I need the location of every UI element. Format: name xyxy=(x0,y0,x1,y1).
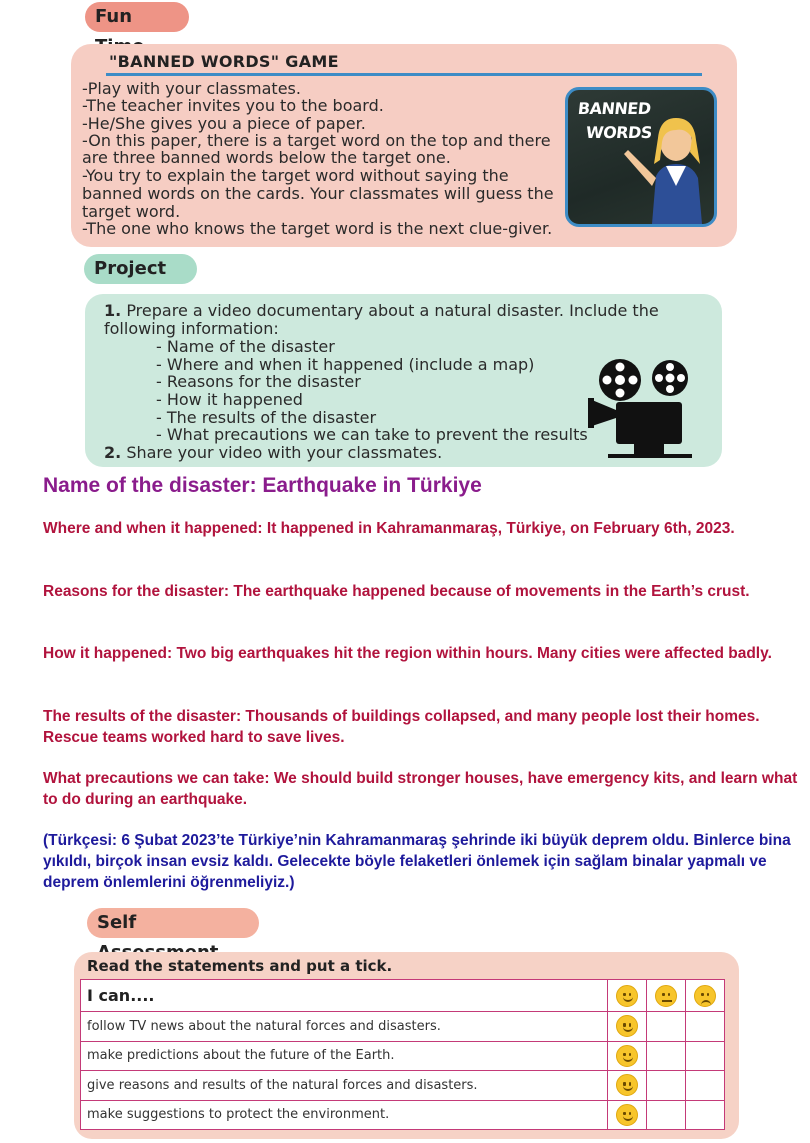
fun-line: -The teacher invites you to the board. xyxy=(82,96,384,115)
happy-cell[interactable] xyxy=(608,1071,647,1101)
statement-cell: give reasons and results of the natural forces and disasters. xyxy=(81,1071,608,1101)
answer-paragraph: How it happened: Two big earthquakes hit the region within hours. Many cities were affected badly. xyxy=(43,645,772,662)
item-number: 2. xyxy=(104,443,122,462)
answer-title: Name of the disaster: Earthquake in Türkiye xyxy=(43,474,482,497)
happy-face-icon xyxy=(616,985,638,1007)
self-assessment-table xyxy=(80,979,725,1130)
project-bullet: - The results of the disaster xyxy=(156,408,377,427)
project-heading: Project xyxy=(84,254,197,284)
statement-cell: follow TV news about the natural forces and disasters. xyxy=(81,1012,608,1042)
film-projector-icon xyxy=(588,350,696,462)
banned-words-image-text: WORDS xyxy=(585,123,653,142)
self-assessment-heading: Self xyxy=(87,908,259,938)
project-bullet: - Where and when it happened (include a map) xyxy=(156,355,535,374)
sad-cell[interactable] xyxy=(686,1012,725,1042)
project-bullet: - Name of the disaster xyxy=(156,337,335,356)
sad-face-icon xyxy=(694,985,716,1007)
neutral-face-icon xyxy=(655,985,677,1007)
turkish-translation: (Türkçesi: 6 Şubat 2023’te Türkiye’nin Kahramanmaraş şehrinde iki büyük deprem oldu. Binlerce bina yıkıldı, birçok insan evsiz kaldı. Gelecekte böyle felaketleri önlemek için sağlam binalar yapmalı ve deprem önlemlerini öğrenmeliyiz.) xyxy=(43,832,791,891)
neutral-cell[interactable] xyxy=(647,1012,686,1042)
fun-line: target word. xyxy=(82,202,181,221)
fun-line: -Play with your classmates. xyxy=(82,79,301,98)
sad-cell[interactable] xyxy=(686,1071,725,1101)
banned-words-image xyxy=(565,87,717,227)
fun-line: -On this paper, there is a target word on the top and there xyxy=(82,131,551,150)
self-assessment-instruction: Read the statements and put a tick. xyxy=(87,957,393,975)
fun-line: banned words on the cards. Your classmates will guess the xyxy=(82,184,554,203)
fun-time-heading: Fun xyxy=(85,2,189,32)
table-header: I can.... xyxy=(81,980,608,1012)
banned-words-title: "BANNED WORDS" GAME xyxy=(109,52,339,71)
statement-cell: make predictions about the future of the Earth. xyxy=(81,1041,608,1071)
sad-cell[interactable] xyxy=(686,1100,725,1130)
happy-face-icon xyxy=(616,1045,638,1067)
answer-paragraph: The results of the disaster: Thousands of buildings collapsed, and many people lost their homes. Rescue teams worked hard to save lives. xyxy=(43,708,760,746)
table-header-row xyxy=(81,980,725,1012)
table-row xyxy=(81,1041,725,1071)
project-item-1-cont: following information: xyxy=(104,319,279,338)
answer-paragraph: Where and when it happened: It happened in Kahramanmaraş, Türkiye, on February 6th, 2023. xyxy=(43,520,735,537)
answer-paragraph: What precautions we can take: We should build stronger houses, have emergency kits, and learn what to do during an earthquake. xyxy=(43,770,798,808)
happy-face-icon xyxy=(616,1015,638,1037)
girl-pointing-icon xyxy=(568,90,717,227)
neutral-column xyxy=(647,980,686,1012)
table-row xyxy=(81,1100,725,1130)
project-bullet: - How it happened xyxy=(156,390,303,409)
happy-cell[interactable] xyxy=(608,1100,647,1130)
sad-column xyxy=(686,980,725,1012)
answer-paragraph: Reasons for the disaster: The earthquake happened because of movements in the Earth’s crust. xyxy=(43,583,750,600)
fun-line: -The one who knows the target word is the next clue-giver. xyxy=(82,219,553,238)
neutral-cell[interactable] xyxy=(647,1071,686,1101)
title-underline xyxy=(106,73,702,76)
project-item-1 xyxy=(104,302,659,319)
item-text: Share your video with your classmates. xyxy=(126,443,443,462)
project-bullet: - Reasons for the disaster xyxy=(156,372,361,391)
happy-face-icon xyxy=(616,1074,638,1096)
table-row xyxy=(81,1012,725,1042)
neutral-cell[interactable] xyxy=(647,1100,686,1130)
project-item-2 xyxy=(104,444,442,461)
fun-line: -You try to explain the target word without saying the xyxy=(82,166,509,185)
happy-column xyxy=(608,980,647,1012)
happy-face-icon xyxy=(616,1104,638,1126)
fun-line: -He/She gives you a piece of paper. xyxy=(82,114,366,133)
happy-cell[interactable] xyxy=(608,1041,647,1071)
sad-cell[interactable] xyxy=(686,1041,725,1071)
banned-words-image-text: BANNED xyxy=(577,99,652,118)
statement-cell: make suggestions to protect the environment. xyxy=(81,1100,608,1130)
happy-cell[interactable] xyxy=(608,1012,647,1042)
item-number: 1. xyxy=(104,301,122,320)
neutral-cell[interactable] xyxy=(647,1041,686,1071)
project-bullet: - What precautions we can take to prevent the results xyxy=(156,425,588,444)
item-text: Prepare a video documentary about a natural disaster. Include the xyxy=(126,301,659,320)
table-row xyxy=(81,1071,725,1101)
fun-line: are three banned words below the target one. xyxy=(82,148,451,167)
